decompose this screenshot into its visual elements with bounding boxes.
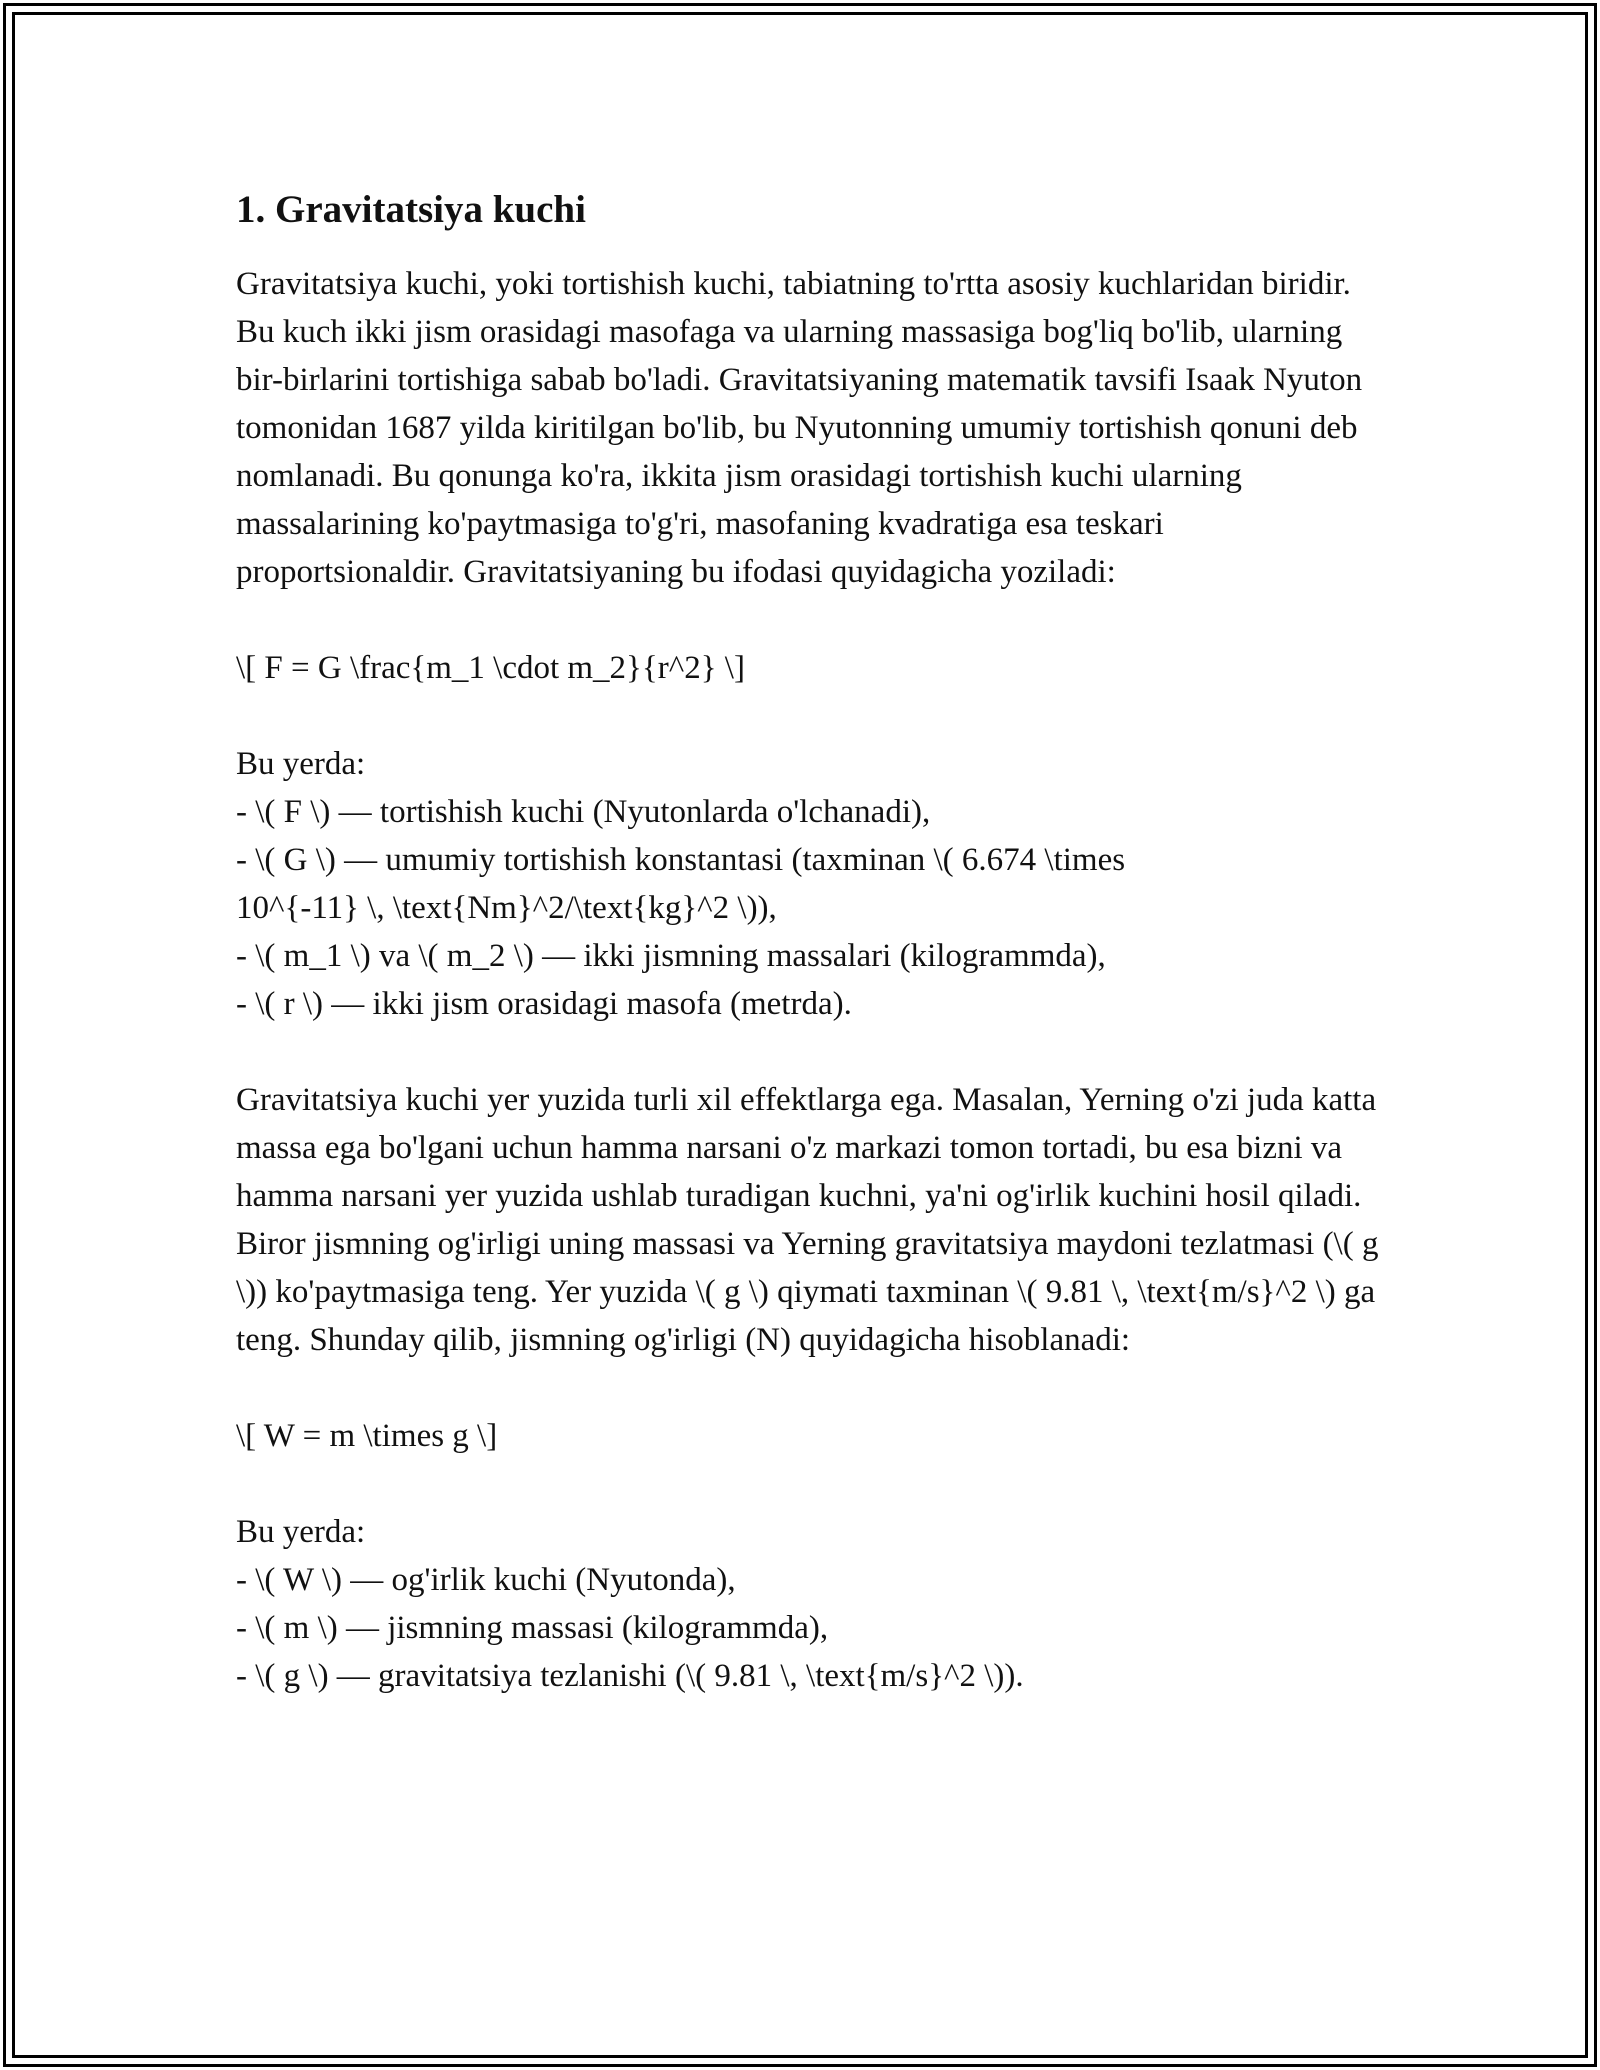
definition-item: - \( G \) — umumiy tortishish konstantasi (taxminan \( 6.674 \times (236, 842, 1126, 878)
definition-item: - \( r \) — ikki jism orasidagi masofa (metrda). (236, 986, 852, 1022)
formula-weight: \[ W = m \times g \] (236, 1418, 498, 1454)
definitions-list-1 (236, 740, 1386, 1028)
document-body (236, 186, 1386, 1700)
formula-gravitation-law: \[ F = G \frac{m_1 \cdot m_2}{r^2} \] (236, 650, 745, 686)
definition-item: 10^{-11} \, \text{Nm}^2/\text{kg}^2 \)), (236, 890, 777, 926)
section-heading: 1. Gravitatsiya kuchi (236, 188, 586, 231)
definitions-label: Bu yerda: (236, 746, 366, 782)
definition-item: - \( m \) — jismning massasi (kilogrammda), (236, 1610, 829, 1646)
intro-paragraph: Gravitatsiya kuchi, yoki tortishish kuchi, tabiatning to'rtta asosiy kuchlaridan biridir. Bu kuch ikki jism orasidagi masofaga va ularning massasiga bog'liq bo'lib, ularning bir-birlarini tortishiga sabab bo'ladi. Gravitatsiyaning matematik tavsifi Isaak Nyuton tomonidan 1687 yilda kiritilgan bo'lib, bu Nyutonning umumiy tortishish qonuni deb nomlanadi. Bu qonunga ko'ra, ikkita jism orasidagi tortishish kuchi ularning massalarining ko'paytmasiga to'g'ri, masofaning kvadratiga esa teskari proportsionaldir. Gravitatsiyaning bu ifodasi quyidagicha yoziladi: (236, 266, 1363, 590)
definition-item: - \( F \) — tortishish kuchi (Nyutonlarda o'lchanadi), (236, 794, 931, 830)
definitions-list-2 (236, 1508, 1386, 1700)
weight-paragraph: Gravitatsiya kuchi yer yuzida turli xil effektlarga ega. Masalan, Yerning o'zi juda katta massa ega bo'lgani uchun hamma narsani o'z markazi tomon tortadi, bu esa bizni va hamma narsani yer yuzida ushlab turadigan kuchni, ya'ni og'irlik kuchini hosil qiladi. Biror jismning og'irligi uning massasi va Yerning gravitatsiya maydoni tezlatmasi (\( g \)) ko'paytmasiga teng. Yer yuzida \( g \) qiymati taxminan \( 9.81 \, \text{m/s}^2 \) ga teng. Shunday qilib, jismning og'irligi (N) quyidagicha hisoblanadi: (236, 1082, 1379, 1358)
definitions-label: Bu yerda: (236, 1514, 366, 1550)
definition-item: - \( m_1 \) va \( m_2 \) — ikki jismning massalari (kilogrammda), (236, 938, 1106, 974)
definition-item: - \( g \) — gravitatsiya tezlanishi (\( 9.81 \, \text{m/s}^2 \)). (236, 1658, 1024, 1694)
definition-item: - \( W \) — og'irlik kuchi (Nyutonda), (236, 1562, 736, 1598)
